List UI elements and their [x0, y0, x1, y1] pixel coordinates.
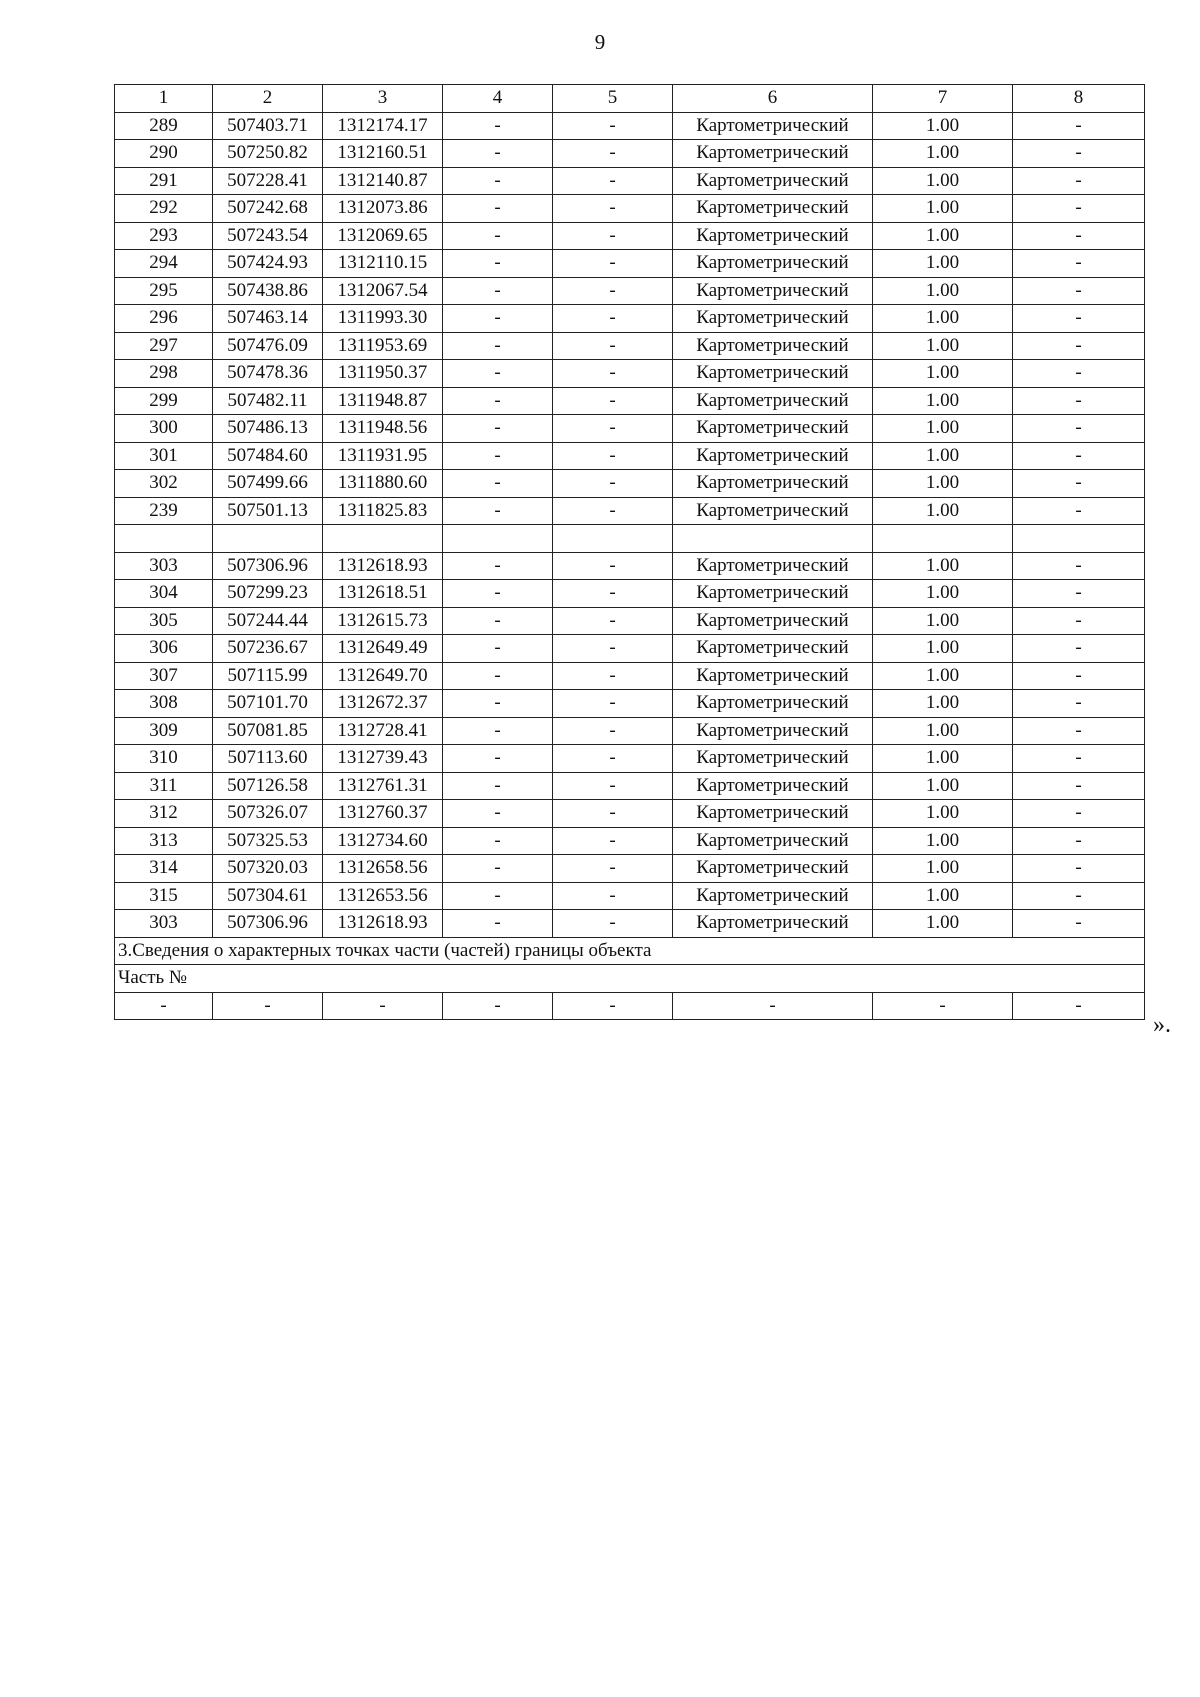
table-cell-col-5: - [553, 140, 673, 168]
table-cell-col-4: - [443, 992, 553, 1020]
table-cell-col-8: - [1013, 387, 1145, 415]
table-cell-col-1: 299 [115, 387, 213, 415]
table-cell-col-2: 507476.09 [213, 332, 323, 360]
table-cell-col-5: - [553, 442, 673, 470]
table-cell-col-5: - [553, 250, 673, 278]
table-cell-col-2: 507325.53 [213, 827, 323, 855]
table-cell-col-4: - [443, 745, 553, 773]
table-cell-col-3: 1312110.15 [323, 250, 443, 278]
table-cell-col-2: - [213, 992, 323, 1020]
table-cell-col-7: 7 [873, 85, 1013, 113]
table-cell-col-7: 1.00 [873, 552, 1013, 580]
table-cell-col-8: - [1013, 882, 1145, 910]
table-cell-col-3: 1312649.70 [323, 662, 443, 690]
table-cell-col-5: - [553, 332, 673, 360]
table-cell-col-3: 1312760.37 [323, 800, 443, 828]
table-cell-col-7: 1.00 [873, 772, 1013, 800]
table-cell-col-8: - [1013, 690, 1145, 718]
table-cell-col-8: - [1013, 855, 1145, 883]
table-cell-col-2: 507403.71 [213, 112, 323, 140]
table-cell-col-3: 1312658.56 [323, 855, 443, 883]
table-cell-col-2: 507115.99 [213, 662, 323, 690]
table-cell-col-5: - [553, 580, 673, 608]
table-row [115, 167, 1145, 195]
table-cell-col-1: 1 [115, 85, 213, 113]
table-cell-col-4: - [443, 415, 553, 443]
table-cell-col-1: 239 [115, 497, 213, 525]
table-cell-col-1: 313 [115, 827, 213, 855]
table-cell-col-2: 507081.85 [213, 717, 323, 745]
table-row [115, 415, 1145, 443]
table-cell-col-5: - [553, 552, 673, 580]
table-cell-col-2: 507320.03 [213, 855, 323, 883]
table-cell-col-8: - [1013, 415, 1145, 443]
table-row [115, 772, 1145, 800]
table-cell-col-8: - [1013, 772, 1145, 800]
table-cell-col-6: Картометрический [673, 910, 873, 938]
table-cell-col-4: - [443, 250, 553, 278]
table-cell-col-8: - [1013, 140, 1145, 168]
table-cell-col-1: 295 [115, 277, 213, 305]
table-row [115, 855, 1145, 883]
table-row [115, 827, 1145, 855]
table-cell-col-5: 5 [553, 85, 673, 113]
table-cell-col-8: - [1013, 442, 1145, 470]
table-row [115, 195, 1145, 223]
table-cell-col-3: 1312618.51 [323, 580, 443, 608]
empty-cell [115, 525, 213, 553]
table-cell-col-7: - [873, 992, 1013, 1020]
table-cell-col-1: 309 [115, 717, 213, 745]
table-cell-col-4: - [443, 910, 553, 938]
table-cell-col-6: Картометрический [673, 195, 873, 223]
table-cell-col-8: - [1013, 662, 1145, 690]
table-cell-col-3: 1312739.43 [323, 745, 443, 773]
table-cell-col-7: 1.00 [873, 140, 1013, 168]
table-cell-col-8: 8 [1013, 85, 1145, 113]
table-cell-col-3: 1312069.65 [323, 222, 443, 250]
table-cell-col-6: Картометрический [673, 607, 873, 635]
table-cell-col-2: 507242.68 [213, 195, 323, 223]
table-cell-col-3: 1312653.56 [323, 882, 443, 910]
table-cell-col-6: Картометрический [673, 140, 873, 168]
table-cell-col-8: - [1013, 992, 1145, 1020]
table-cell-col-2: 507236.67 [213, 635, 323, 663]
table-cell-col-6: Картометрический [673, 552, 873, 580]
table-cell-col-5: - [553, 360, 673, 388]
table-cell-col-1: 300 [115, 415, 213, 443]
table-cell-col-2: 507101.70 [213, 690, 323, 718]
table-cell-col-6: Картометрический [673, 470, 873, 498]
empty-cell [553, 525, 673, 553]
table-cell-col-8: - [1013, 607, 1145, 635]
table-cell-col-6: Картометрический [673, 662, 873, 690]
table-row [115, 635, 1145, 663]
closing-quote-mark: ». [1153, 1012, 1171, 1038]
table-cell-col-5: - [553, 277, 673, 305]
table-cell-col-1: 298 [115, 360, 213, 388]
table-cell-col-1: 291 [115, 167, 213, 195]
table-cell-col-7: 1.00 [873, 250, 1013, 278]
table-cell-col-3: 1312649.49 [323, 635, 443, 663]
table-cell-col-5: - [553, 992, 673, 1020]
table-cell-col-6: Картометрический [673, 745, 873, 773]
table-cell-col-1: 312 [115, 800, 213, 828]
table-cell-col-3: 1312618.93 [323, 552, 443, 580]
table-cell-col-2: 507113.60 [213, 745, 323, 773]
table-cell-col-6: Картометрический [673, 580, 873, 608]
table-row [115, 717, 1145, 745]
table-cell-col-1: 301 [115, 442, 213, 470]
table-cell-col-6: 6 [673, 85, 873, 113]
table-cell-col-4: - [443, 662, 553, 690]
table-cell-col-4: - [443, 470, 553, 498]
table-cell-col-2: 507486.13 [213, 415, 323, 443]
table-cell-col-5: - [553, 167, 673, 195]
table-cell-col-6: Картометрический [673, 112, 873, 140]
table-cell-col-1: 307 [115, 662, 213, 690]
table-cell-col-5: - [553, 910, 673, 938]
table-cell-col-2: 507306.96 [213, 552, 323, 580]
table-cell-col-5: - [553, 717, 673, 745]
table-cell-col-5: - [553, 305, 673, 333]
table-cell-col-8: - [1013, 800, 1145, 828]
table-row [115, 250, 1145, 278]
table-cell-col-7: 1.00 [873, 360, 1013, 388]
table-row [115, 800, 1145, 828]
table-cell-col-6: Картометрический [673, 167, 873, 195]
table-cell-col-2: 2 [213, 85, 323, 113]
table-cell-col-2: 507482.11 [213, 387, 323, 415]
table-cell-col-4: - [443, 552, 553, 580]
table-cell-col-5: - [553, 745, 673, 773]
table-cell-col-5: - [553, 112, 673, 140]
table-cell-col-1: 311 [115, 772, 213, 800]
table-cell-col-6: Картометрический [673, 717, 873, 745]
table-cell-col-8: - [1013, 580, 1145, 608]
table-cell-col-8: - [1013, 635, 1145, 663]
table-cell-col-8: - [1013, 497, 1145, 525]
table-cell-col-8: - [1013, 745, 1145, 773]
table-cell-col-2: 507243.54 [213, 222, 323, 250]
table-cell-col-3: - [323, 992, 443, 1020]
table-cell-col-3: 1311931.95 [323, 442, 443, 470]
table-cell-col-2: 507250.82 [213, 140, 323, 168]
table-cell-col-7: 1.00 [873, 195, 1013, 223]
section-3-title-row [115, 937, 1145, 965]
table-cell-col-3: 1312761.31 [323, 772, 443, 800]
page-number: 9 [594, 30, 606, 54]
table-cell-col-5: - [553, 772, 673, 800]
table-cell-col-4: - [443, 112, 553, 140]
table-cell-col-1: 310 [115, 745, 213, 773]
table-cell-col-4: - [443, 497, 553, 525]
table-cell-col-7: 1.00 [873, 305, 1013, 333]
table-cell-col-4: - [443, 305, 553, 333]
table-cell-col-7: 1.00 [873, 112, 1013, 140]
empty-cell [323, 525, 443, 553]
table-cell-col-6: Картометрический [673, 855, 873, 883]
table-cell-col-5: - [553, 827, 673, 855]
table-row [115, 140, 1145, 168]
table-cell-col-5: - [553, 662, 673, 690]
table-cell-col-3: 1312728.41 [323, 717, 443, 745]
table-row [115, 442, 1145, 470]
table-cell-col-7: 1.00 [873, 717, 1013, 745]
table-cell-col-2: 507499.66 [213, 470, 323, 498]
table-row [115, 552, 1145, 580]
table-cell-col-2: 507228.41 [213, 167, 323, 195]
table-cell-col-2: 507463.14 [213, 305, 323, 333]
table-cell-col-3: 1312672.37 [323, 690, 443, 718]
table-cell-col-2: 507501.13 [213, 497, 323, 525]
table-cell-col-7: 1.00 [873, 855, 1013, 883]
table-cell-col-4: - [443, 882, 553, 910]
table-row [115, 305, 1145, 333]
table-cell-col-2: 507244.44 [213, 607, 323, 635]
table-cell-col-8: - [1013, 305, 1145, 333]
table-cell-col-4: - [443, 772, 553, 800]
table-row [115, 332, 1145, 360]
table-cell-col-2: 507438.86 [213, 277, 323, 305]
table-cell-col-5: - [553, 222, 673, 250]
table-cell-col-3: 1312160.51 [323, 140, 443, 168]
table-row [115, 222, 1145, 250]
table-cell-col-3: 3 [323, 85, 443, 113]
table-row [115, 112, 1145, 140]
table-cell-col-6: Картометрический [673, 635, 873, 663]
table-cell-col-8: - [1013, 717, 1145, 745]
table-cell-col-1: 315 [115, 882, 213, 910]
part-number-row [115, 965, 1145, 993]
table-header-row [115, 85, 1145, 113]
table-row [115, 387, 1145, 415]
table-row [115, 277, 1145, 305]
table-cell-col-6: Картометрический [673, 442, 873, 470]
table-cell-col-8: - [1013, 277, 1145, 305]
table-cell-col-4: - [443, 635, 553, 663]
table-cell-col-4: - [443, 580, 553, 608]
table-cell-col-4: 4 [443, 85, 553, 113]
table-cell-col-8: - [1013, 470, 1145, 498]
table-cell-col-7: 1.00 [873, 277, 1013, 305]
table-cell-col-6: Картометрический [673, 332, 873, 360]
empty-cell [873, 525, 1013, 553]
table-cell-col-5: - [553, 195, 673, 223]
table-cell-col-4: - [443, 195, 553, 223]
table-cell-col-1: 305 [115, 607, 213, 635]
table-cell-col-7: 1.00 [873, 497, 1013, 525]
table-cell-col-5: - [553, 635, 673, 663]
table-cell-col-1: 303 [115, 552, 213, 580]
table-cell-col-7: 1.00 [873, 387, 1013, 415]
table-cell-col-5: - [553, 497, 673, 525]
table-cell-col-1: 314 [115, 855, 213, 883]
table-cell-col-1: 293 [115, 222, 213, 250]
table-cell-col-4: - [443, 800, 553, 828]
table-cell-col-5: - [553, 855, 673, 883]
table-cell-col-1: 304 [115, 580, 213, 608]
empty-cell [673, 525, 873, 553]
table-cell-col-7: 1.00 [873, 607, 1013, 635]
table-cell-col-3: 1312615.73 [323, 607, 443, 635]
empty-cell [213, 525, 323, 553]
table-cell-col-1: 294 [115, 250, 213, 278]
table-row [115, 580, 1145, 608]
table-cell-col-4: - [443, 167, 553, 195]
table-row [115, 607, 1145, 635]
table-cell-col-8: - [1013, 167, 1145, 195]
table-cell-col-3: 1311950.37 [323, 360, 443, 388]
table-cell-col-6: Картометрический [673, 250, 873, 278]
table-cell-col-3: 1312734.60 [323, 827, 443, 855]
section-3-title-row-cell: 3.Сведения о характерных точках части (частей) границы объекта [115, 937, 1145, 965]
table-cell-col-2: 507424.93 [213, 250, 323, 278]
table-cell-col-6: Картометрический [673, 222, 873, 250]
table-cell-col-1: 296 [115, 305, 213, 333]
table-cell-col-8: - [1013, 250, 1145, 278]
table-cell-col-3: 1312618.93 [323, 910, 443, 938]
table-row [115, 910, 1145, 938]
table-cell-col-3: 1311880.60 [323, 470, 443, 498]
table-row [115, 882, 1145, 910]
table-cell-col-7: 1.00 [873, 580, 1013, 608]
table-cell-col-3: 1312067.54 [323, 277, 443, 305]
table-cell-col-4: - [443, 442, 553, 470]
table-cell-col-1: 306 [115, 635, 213, 663]
table-cell-col-4: - [443, 855, 553, 883]
table-cell-col-6: Картометрический [673, 882, 873, 910]
table-cell-col-7: 1.00 [873, 332, 1013, 360]
table-row [115, 690, 1145, 718]
table-cell-col-7: 1.00 [873, 442, 1013, 470]
table-cell-col-1: 302 [115, 470, 213, 498]
table-cell-col-7: 1.00 [873, 415, 1013, 443]
table-cell-col-8: - [1013, 552, 1145, 580]
table-cell-col-3: 1311953.69 [323, 332, 443, 360]
table-cell-col-8: - [1013, 222, 1145, 250]
table-cell-col-6: Картометрический [673, 277, 873, 305]
table-cell-col-3: 1311825.83 [323, 497, 443, 525]
table-cell-col-2: 507484.60 [213, 442, 323, 470]
table-cell-col-4: - [443, 607, 553, 635]
table-cell-col-5: - [553, 387, 673, 415]
table-cell-col-2: 507304.61 [213, 882, 323, 910]
table-cell-col-5: - [553, 415, 673, 443]
table-cell-col-2: 507326.07 [213, 800, 323, 828]
table-cell-col-7: 1.00 [873, 800, 1013, 828]
table-cell-col-1: - [115, 992, 213, 1020]
table-cell-col-6: Картометрический [673, 800, 873, 828]
table-cell-col-4: - [443, 277, 553, 305]
table-cell-col-7: 1.00 [873, 662, 1013, 690]
coordinates-table-wrapper [114, 84, 1145, 1020]
table-cell-col-1: 297 [115, 332, 213, 360]
table-cell-col-6: Картометрический [673, 305, 873, 333]
table-cell-col-7: 1.00 [873, 910, 1013, 938]
table-cell-col-4: - [443, 222, 553, 250]
table-cell-col-8: - [1013, 910, 1145, 938]
table-cell-col-3: 1312174.17 [323, 112, 443, 140]
table-cell-col-6: Картометрический [673, 497, 873, 525]
table-cell-col-4: - [443, 827, 553, 855]
table-cell-col-5: - [553, 470, 673, 498]
table-cell-col-4: - [443, 332, 553, 360]
table-cell-col-3: 1311948.56 [323, 415, 443, 443]
table-cell-col-6: Картометрический [673, 772, 873, 800]
part-table-row [115, 992, 1145, 1020]
table-cell-col-5: - [553, 882, 673, 910]
table-cell-col-1: 290 [115, 140, 213, 168]
table-cell-col-6: Картометрический [673, 827, 873, 855]
table-cell-col-2: 507126.58 [213, 772, 323, 800]
table-row [115, 745, 1145, 773]
table-row [115, 470, 1145, 498]
table-cell-col-3: 1311993.30 [323, 305, 443, 333]
coordinates-table-body [115, 85, 1145, 1020]
table-cell-col-1: 303 [115, 910, 213, 938]
table-cell-col-6: - [673, 992, 873, 1020]
table-cell-col-2: 507306.96 [213, 910, 323, 938]
table-cell-col-5: - [553, 800, 673, 828]
table-cell-col-7: 1.00 [873, 745, 1013, 773]
table-cell-col-8: - [1013, 195, 1145, 223]
table-cell-col-3: 1312073.86 [323, 195, 443, 223]
table-cell-col-8: - [1013, 112, 1145, 140]
table-row [115, 360, 1145, 388]
table-cell-col-1: 292 [115, 195, 213, 223]
table-cell-col-5: - [553, 690, 673, 718]
table-cell-col-7: 1.00 [873, 882, 1013, 910]
empty-cell [443, 525, 553, 553]
table-cell-col-4: - [443, 690, 553, 718]
table-cell-col-7: 1.00 [873, 470, 1013, 498]
table-cell-col-7: 1.00 [873, 635, 1013, 663]
table-cell-col-4: - [443, 140, 553, 168]
part-number-row-cell: Часть № [115, 965, 1145, 993]
table-cell-col-7: 1.00 [873, 827, 1013, 855]
table-cell-col-3: 1312140.87 [323, 167, 443, 195]
coordinates-table [114, 84, 1145, 1020]
empty-cell [1013, 525, 1145, 553]
table-cell-col-7: 1.00 [873, 167, 1013, 195]
table-cell-col-5: - [553, 607, 673, 635]
table-cell-col-4: - [443, 717, 553, 745]
table-cell-col-6: Картометрический [673, 690, 873, 718]
table-cell-col-8: - [1013, 332, 1145, 360]
table-cell-col-4: - [443, 360, 553, 388]
table-cell-col-4: - [443, 387, 553, 415]
table-cell-col-6: Картометрический [673, 360, 873, 388]
table-row [115, 497, 1145, 525]
table-cell-col-8: - [1013, 360, 1145, 388]
table-cell-col-2: 507299.23 [213, 580, 323, 608]
table-cell-col-8: - [1013, 827, 1145, 855]
table-cell-col-6: Картометрический [673, 415, 873, 443]
table-separator-row [115, 525, 1145, 553]
table-cell-col-7: 1.00 [873, 690, 1013, 718]
table-cell-col-6: Картометрический [673, 387, 873, 415]
table-row [115, 662, 1145, 690]
table-cell-col-1: 308 [115, 690, 213, 718]
table-cell-col-3: 1311948.87 [323, 387, 443, 415]
table-cell-col-1: 289 [115, 112, 213, 140]
table-cell-col-2: 507478.36 [213, 360, 323, 388]
table-cell-col-7: 1.00 [873, 222, 1013, 250]
